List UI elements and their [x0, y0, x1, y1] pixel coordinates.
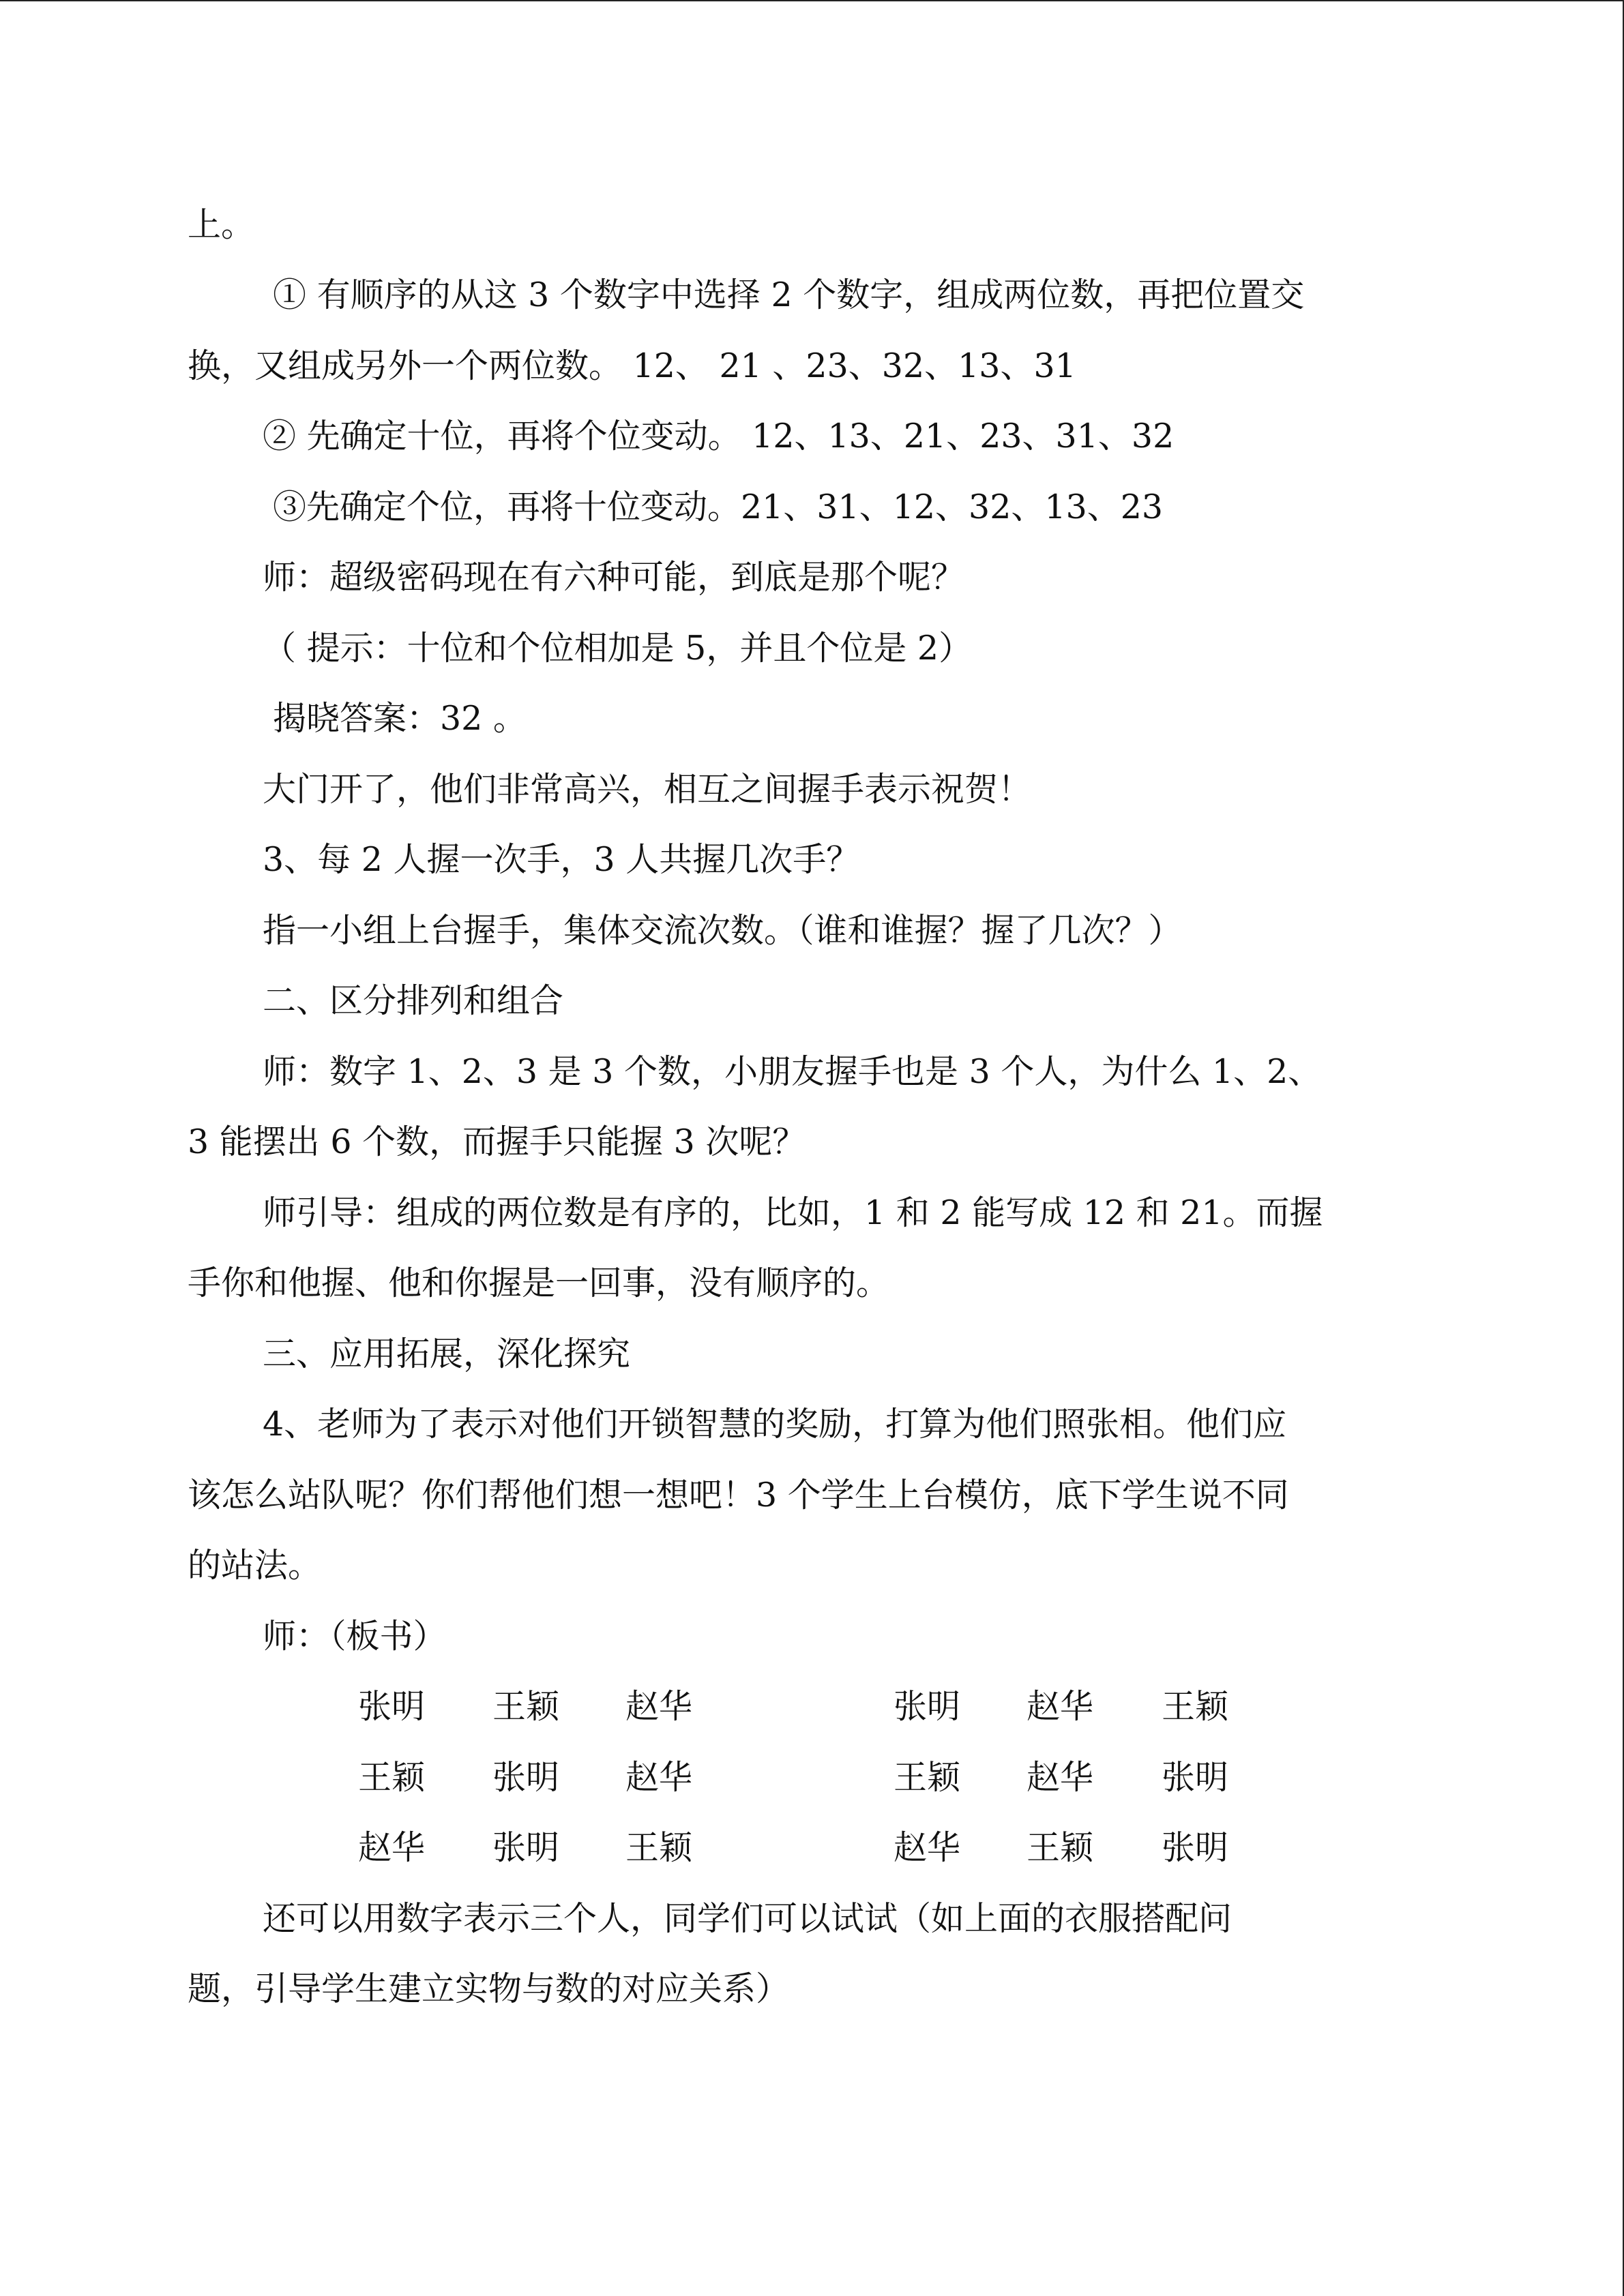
arrangement-name: 王颖	[492, 1687, 560, 1726]
arrangement-name: 张明	[894, 1687, 961, 1726]
paragraph-line: 师：超级密码现在有六种可能，到底是那个呢？	[263, 558, 965, 597]
paragraph-line: 3 能摆出 6 个数，而握手只能握 3 次呢？	[188, 1122, 806, 1161]
paragraph-line: ① 有顺序的从这 3 个数字中选择 2 个数字，组成两位数，再把位置交	[273, 275, 1305, 314]
section-heading: 二、区分排列和组合	[263, 981, 564, 1020]
paragraph-line: ② 先确定十位，再将个位变动。 12、13、21、23、31、32	[263, 417, 1175, 456]
arrangement-row	[188, 1686, 1436, 1727]
paragraph-line: 的站法。	[188, 1546, 322, 1585]
paragraph-line: ③先确定个位，再将十位变动。21、31、12、32、13、23	[273, 488, 1164, 526]
paragraph-line: 该怎么站队呢？你们帮他们想一想吧！3 个学生上台模仿，底下学生说不同	[188, 1476, 1289, 1515]
arrangement-name: 张明	[1162, 1828, 1229, 1867]
arrangement-name: 张明	[492, 1758, 560, 1797]
arrangement-name: 张明	[358, 1687, 426, 1726]
paragraph-line: 手你和他握、他和你握是一回事，没有顺序的。	[188, 1264, 890, 1302]
arrangement-name: 王颖	[625, 1828, 693, 1867]
paragraph-line: 大门开了，他们非常高兴，相互之间握手表示祝贺！	[263, 770, 1032, 809]
arrangement-name: 王颖	[358, 1758, 426, 1797]
arrangement-row	[188, 1757, 1436, 1798]
arrangement-name: 张明	[1162, 1758, 1229, 1797]
paragraph-line: 还可以用数字表示三个人，同学们可以试试（如上面的衣服搭配问	[263, 1899, 1232, 1938]
paragraph-line: 指一小组上台握手，集体交流次数。（谁和谁握？握了几次？）	[263, 911, 1182, 950]
paragraph-line: 3、每 2 人握一次手，3 人共握几次手？	[263, 840, 860, 879]
paragraph-line: 揭晓答案：32 。	[273, 699, 527, 738]
arrangement-name: 赵华	[1027, 1758, 1094, 1797]
arrangement-name: 王颖	[1162, 1687, 1229, 1726]
arrangement-name: 张明	[492, 1828, 560, 1867]
arrangement-name: 赵华	[894, 1828, 961, 1867]
arrangement-name: 赵华	[625, 1687, 693, 1726]
arrangement-row	[188, 1828, 1436, 1868]
paragraph-line: 师：数字 1、2、3 是 3 个数，小朋友握手也是 3 个人，为什么 1、2、	[263, 1052, 1322, 1091]
paragraph-line: 换，又组成另外一个两位数。 12、 21 、23、32、13、31	[188, 346, 1076, 385]
arrangement-name: 赵华	[1027, 1687, 1094, 1726]
paragraph-line: 师：（板书）	[263, 1617, 447, 1656]
paragraph-line: （ 提示：十位和个位相加是 5，并且个位是 2）	[263, 629, 973, 668]
paragraph-line: 题，引导学生建立实物与数的对应关系）	[188, 1969, 790, 2008]
arrangement-name: 王颖	[1027, 1828, 1094, 1867]
page-top-border	[0, 0, 1624, 1]
paragraph-line: 上。	[188, 205, 255, 244]
arrangement-name: 王颖	[894, 1758, 961, 1797]
arrangement-name: 赵华	[625, 1758, 693, 1797]
arrangement-name: 赵华	[358, 1828, 426, 1867]
paragraph-line: 4、老师为了表示对他们开锁智慧的奖励，打算为他们照张相。他们应	[263, 1405, 1287, 1444]
section-heading: 三、应用拓展，深化探究	[263, 1335, 631, 1373]
paragraph-line: 师引导：组成的两位数是有序的，比如，1 和 2 能写成 12 和 21。而握	[263, 1193, 1323, 1232]
